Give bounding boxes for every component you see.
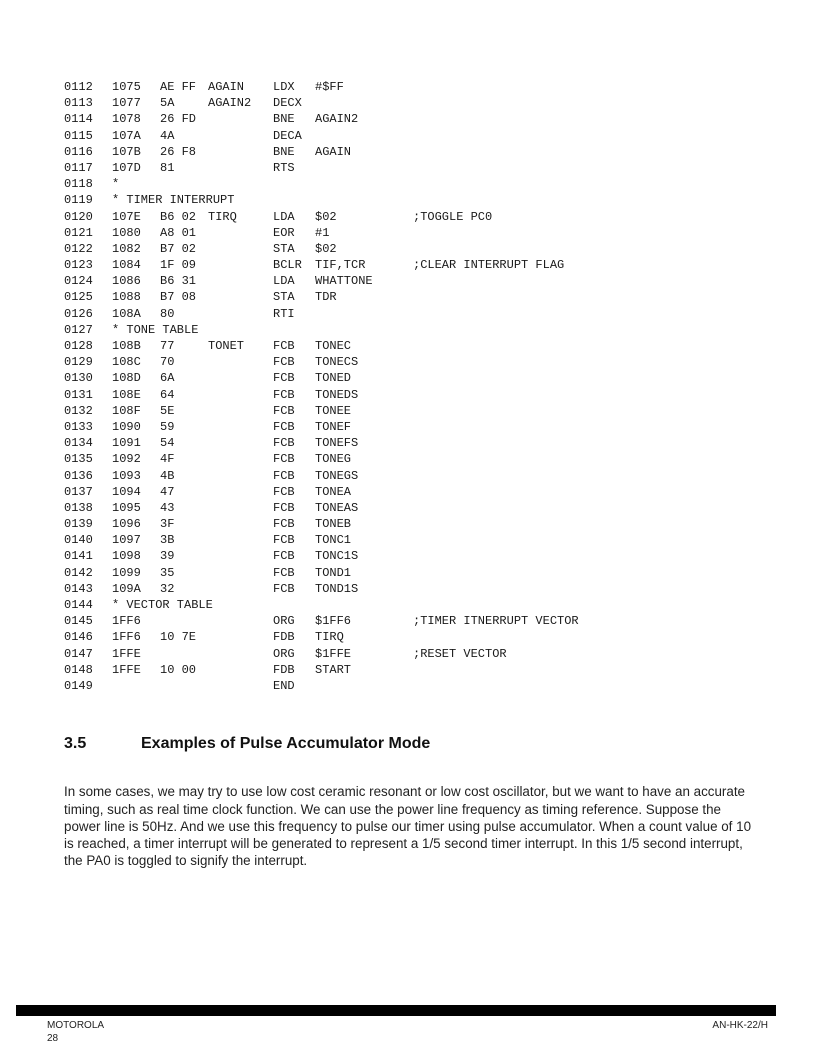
label: AGAIN2: [208, 96, 252, 111]
operand: TONC1S: [315, 549, 359, 564]
operand: $1FFE: [315, 646, 352, 661]
opcode: FCB: [273, 419, 295, 434]
operand: $02: [315, 209, 337, 224]
object-code: B6 02: [160, 209, 197, 224]
object-code: 4F: [160, 452, 175, 467]
opcode: ORG: [273, 614, 295, 629]
opcode: FCB: [273, 339, 295, 353]
operand: TOND1S: [315, 581, 359, 596]
address: 108E: [112, 387, 141, 402]
object-code: 5A: [160, 96, 175, 111]
line-number: 0127: [64, 322, 93, 337]
line-number: 0112: [64, 80, 93, 94]
object-code: 4A: [160, 128, 175, 143]
comment-line: *: [112, 177, 120, 192]
line-number: 0143: [64, 581, 93, 596]
line-number: 0140: [64, 533, 93, 548]
address: 108B: [112, 339, 141, 353]
line-number: 0135: [64, 452, 93, 467]
opcode: FCB: [273, 533, 295, 548]
opcode: BNE: [273, 144, 295, 159]
object-code: 35: [160, 565, 175, 580]
address: 1090: [112, 419, 141, 434]
opcode: ORG: [273, 646, 295, 661]
object-code: 10 00: [160, 662, 197, 677]
line-number: 0119: [64, 193, 93, 208]
opcode: LDX: [273, 80, 295, 94]
opcode: BNE: [273, 112, 295, 127]
address: 1095: [112, 500, 141, 515]
address: 1080: [112, 225, 141, 240]
line-number: 0114: [64, 112, 93, 127]
object-code: 6A: [160, 371, 175, 386]
opcode: FCB: [273, 549, 295, 564]
opcode: STA: [273, 290, 295, 305]
object-code: AE FF: [160, 80, 197, 94]
object-code: 59: [160, 419, 175, 434]
object-code: 4B: [160, 468, 175, 483]
operand: TONEB: [315, 517, 352, 532]
address: 1094: [112, 484, 141, 499]
address: 1088: [112, 290, 141, 305]
object-code: B7 08: [160, 290, 197, 305]
line-number: 0126: [64, 306, 93, 321]
footer-doc-id: AN-HK-22/H: [712, 1020, 768, 1031]
operand: WHATTONE: [315, 274, 373, 289]
opcode: FCB: [273, 371, 295, 386]
address: 107E: [112, 209, 141, 224]
opcode: LDA: [273, 209, 295, 224]
operand: TIF,TCR: [315, 258, 366, 273]
section-title: Examples of Pulse Accumulator Mode: [141, 735, 431, 752]
footer-company: MOTOROLA: [47, 1020, 105, 1031]
opcode: FCB: [273, 403, 295, 418]
line-number: 0122: [64, 241, 93, 256]
operand: TONEE: [315, 403, 352, 418]
address: 1082: [112, 241, 141, 256]
opcode: FDB: [273, 662, 295, 677]
line-number: 0116: [64, 144, 93, 159]
object-code: B6 31: [160, 274, 197, 289]
operand: TOND1: [315, 565, 352, 580]
address: 108A: [112, 306, 141, 321]
address: 1099: [112, 565, 141, 580]
opcode: FCB: [273, 484, 295, 499]
object-code: 64: [160, 387, 175, 402]
opcode: DECX: [273, 96, 302, 111]
address: 1078: [112, 112, 141, 127]
address: 1077: [112, 96, 141, 111]
operand: AGAIN2: [315, 112, 359, 127]
opcode: FCB: [273, 517, 295, 532]
opcode: FCB: [273, 565, 295, 580]
opcode: FDB: [273, 630, 295, 645]
opcode: END: [273, 678, 295, 693]
operand: START: [315, 662, 352, 677]
operand: TONED: [315, 371, 352, 386]
operand: #$FF: [315, 80, 344, 94]
opcode: STA: [273, 241, 295, 256]
address: 1FF6: [112, 614, 141, 629]
address: 1FF6: [112, 630, 141, 645]
line-number: 0148: [64, 662, 93, 677]
operand: $02: [315, 241, 337, 256]
line-number: 0123: [64, 258, 93, 273]
object-code: 47: [160, 484, 175, 499]
line-number: 0149: [64, 678, 93, 693]
comment: ;TIMER ITNERRUPT VECTOR: [413, 614, 579, 629]
comment: ;TOGGLE PC0: [413, 209, 493, 224]
address: 108D: [112, 371, 141, 386]
address: 1092: [112, 452, 141, 467]
operand: TIRQ: [315, 630, 344, 645]
object-code: 32: [160, 581, 175, 596]
operand: TONEAS: [315, 500, 359, 515]
address: 1098: [112, 549, 141, 564]
line-number: 0137: [64, 484, 93, 499]
object-code: B7 02: [160, 241, 197, 256]
opcode: FCB: [273, 468, 295, 483]
line-number: 0144: [64, 598, 93, 612]
section-paragraph: In some cases, we may try to use low cost ceramic resonant or low cost oscillator, but we want to have an accurate timing, such as real time clock function. We can use the power line frequency as timing reference. Suppose the power line is 50Hz. And we use this frequency to pulse our timer using pulse accumulator. When a count value of 10 is reached, a timer interrupt will be generated to represent a 1/5 second timer interrupt. In this 1/5 second interrupt, the PA0 is toggled to signify the interrupt.: [64, 784, 752, 869]
operand: TONEFS: [315, 436, 359, 451]
line-number: 0141: [64, 549, 93, 564]
address: 1084: [112, 258, 141, 273]
line-number: 0129: [64, 355, 93, 370]
opcode: RTS: [273, 160, 295, 175]
label: AGAIN: [208, 80, 245, 94]
line-number: 0124: [64, 274, 93, 289]
line-number: 0113: [64, 96, 93, 111]
operand: TONECS: [315, 355, 359, 370]
opcode: EOR: [273, 225, 295, 240]
operand: AGAIN: [315, 144, 352, 159]
address: 107B: [112, 144, 141, 159]
opcode: FCB: [273, 581, 295, 596]
comment-line: * TONE TABLE: [112, 322, 199, 337]
comment-line: * TIMER INTERRUPT: [112, 193, 235, 208]
object-code: 3F: [160, 517, 175, 532]
address: 107A: [112, 128, 141, 143]
line-number: 0132: [64, 403, 93, 418]
object-code: 43: [160, 500, 175, 515]
footer-left: [47, 1019, 104, 1045]
line-number: 0138: [64, 500, 93, 515]
line-number: 0142: [64, 565, 93, 580]
opcode: FCB: [273, 436, 295, 451]
address: 1FFE: [112, 662, 141, 677]
object-code: 70: [160, 355, 175, 370]
address: 107D: [112, 160, 141, 175]
line-number: 0134: [64, 436, 93, 451]
address: 1075: [112, 80, 141, 94]
line-number: 0147: [64, 646, 93, 661]
footer-rule: [16, 1005, 776, 1016]
label: TONET: [208, 339, 245, 353]
operand: TONEDS: [315, 387, 359, 402]
object-code: A8 01: [160, 225, 197, 240]
line-number: 0121: [64, 225, 93, 240]
line-number: 0145: [64, 614, 93, 629]
operand: TONEC: [315, 339, 352, 353]
address: 1091: [112, 436, 141, 451]
operand: TONEA: [315, 484, 352, 499]
opcode: FCB: [273, 355, 295, 370]
opcode: RTI: [273, 306, 295, 321]
comment: ;RESET VECTOR: [413, 646, 507, 661]
address: 1FFE: [112, 646, 141, 661]
operand: TONEG: [315, 452, 352, 467]
object-code: 10 7E: [160, 630, 197, 645]
object-code: 3B: [160, 533, 175, 548]
line-number: 0118: [64, 177, 93, 192]
line-number: 0146: [64, 630, 93, 645]
object-code: 54: [160, 436, 175, 451]
comment: ;CLEAR INTERRUPT FLAG: [413, 258, 565, 273]
opcode: LDA: [273, 274, 295, 289]
object-code: 39: [160, 549, 175, 564]
comment-line: * VECTOR TABLE: [112, 598, 213, 612]
opcode: DECA: [273, 128, 302, 143]
object-code: 80: [160, 306, 175, 321]
line-number: 0117: [64, 160, 93, 175]
line-number: 0130: [64, 371, 93, 386]
object-code: 5E: [160, 403, 175, 418]
operand: TDR: [315, 290, 337, 305]
operand: #1: [315, 225, 330, 240]
line-number: 0139: [64, 517, 93, 532]
operand: $1FF6: [315, 614, 352, 629]
address: 1096: [112, 517, 141, 532]
address: 1093: [112, 468, 141, 483]
line-number: 0120: [64, 209, 93, 224]
address: 1097: [112, 533, 141, 548]
address: 1086: [112, 274, 141, 289]
opcode: BCLR: [273, 258, 302, 273]
object-code: 1F 09: [160, 258, 197, 273]
address: 108C: [112, 355, 141, 370]
line-number: 0136: [64, 468, 93, 483]
footer-page-number: 28: [47, 1033, 59, 1044]
opcode: FCB: [273, 387, 295, 402]
label: TIRQ: [208, 209, 237, 224]
line-number: 0128: [64, 339, 93, 353]
operand: TONEGS: [315, 468, 359, 483]
operand: TONEF: [315, 419, 352, 434]
object-code: 77: [160, 339, 175, 353]
address: 108F: [112, 403, 141, 418]
line-number: 0125: [64, 290, 93, 305]
object-code: 26 FD: [160, 112, 197, 127]
object-code: 26 F8: [160, 144, 197, 159]
address: 109A: [112, 581, 141, 596]
opcode: FCB: [273, 500, 295, 515]
operand: TONC1: [315, 533, 352, 548]
line-number: 0133: [64, 419, 93, 434]
object-code: 81: [160, 160, 175, 175]
section-number: 3.5: [64, 735, 87, 752]
line-number: 0115: [64, 128, 93, 143]
line-number: 0131: [64, 387, 93, 402]
opcode: FCB: [273, 452, 295, 467]
